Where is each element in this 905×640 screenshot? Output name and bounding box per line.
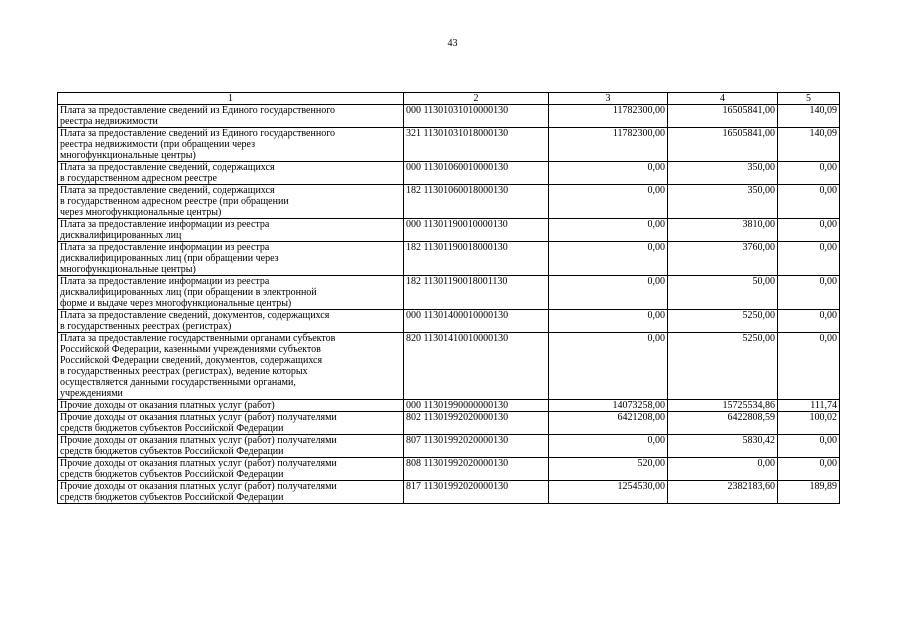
column-header-4: 4	[668, 93, 778, 105]
table-row	[58, 162, 840, 185]
column-4-value-cell: 16505841,00	[668, 105, 778, 128]
column-3-value-cell: 0,00	[549, 219, 668, 242]
column-header-1: 1	[58, 93, 404, 105]
budget-code-cell: 000 11301190010000130	[404, 219, 549, 242]
table-row	[58, 242, 840, 276]
column-4-value-cell: 5250,00	[668, 333, 778, 400]
revenue-table	[57, 92, 840, 504]
revenue-name-cell: Плата за предоставление информации из реестра дисквалифицированных лиц (при обращении через многофункциональные центры)	[58, 242, 404, 276]
table-row	[58, 333, 840, 400]
budget-code-cell: 807 11301992020000130	[404, 435, 549, 458]
percent-cell: 0,00	[778, 219, 840, 242]
column-4-value-cell: 50,00	[668, 276, 778, 310]
budget-code-cell: 000 11301400010000130	[404, 310, 549, 333]
column-4-value-cell: 5830,42	[668, 435, 778, 458]
column-4-value-cell: 3810,00	[668, 219, 778, 242]
column-header-2: 2	[404, 93, 549, 105]
budget-code-cell: 000 11301060010000130	[404, 162, 549, 185]
percent-cell: 140,09	[778, 105, 840, 128]
column-3-value-cell: 0,00	[549, 162, 668, 185]
percent-cell: 111,74	[778, 400, 840, 412]
budget-code-cell: 182 11301190018001130	[404, 276, 549, 310]
table-row	[58, 435, 840, 458]
table-row	[58, 105, 840, 128]
column-4-value-cell: 0,00	[668, 458, 778, 481]
column-3-value-cell: 11782300,00	[549, 128, 668, 162]
column-4-value-cell: 5250,00	[668, 310, 778, 333]
table-row	[58, 128, 840, 162]
table-header-row	[58, 93, 840, 105]
column-3-value-cell: 520,00	[549, 458, 668, 481]
column-4-value-cell: 16505841,00	[668, 128, 778, 162]
column-3-value-cell: 0,00	[549, 435, 668, 458]
percent-cell: 0,00	[778, 276, 840, 310]
column-3-value-cell: 0,00	[549, 185, 668, 219]
revenue-name-cell: Плата за предоставление сведений, документов, содержащихся в государственных реестрах (регистрах)	[58, 310, 404, 333]
percent-cell: 0,00	[778, 162, 840, 185]
revenue-name-cell: Плата за предоставление информации из реестра дисквалифицированных лиц (при обращении в электронной форме и выдаче через многофункциональные центры)	[58, 276, 404, 310]
percent-cell: 100,02	[778, 412, 840, 435]
column-4-value-cell: 350,00	[668, 162, 778, 185]
column-header-5: 5	[778, 93, 840, 105]
percent-cell: 0,00	[778, 310, 840, 333]
column-3-value-cell: 0,00	[549, 242, 668, 276]
revenue-name-cell: Прочие доходы от оказания платных услуг (работ) получателями средств бюджетов субъектов Российской Федерации	[58, 458, 404, 481]
percent-cell: 0,00	[778, 435, 840, 458]
revenue-name-cell: Плата за предоставление сведений из Единого государственного реестра недвижимости	[58, 105, 404, 128]
revenue-name-cell: Плата за предоставление сведений, содержащихся в государственном адресном реестре	[58, 162, 404, 185]
budget-code-cell: 182 11301060018000130	[404, 185, 549, 219]
table-row	[58, 412, 840, 435]
table-row	[58, 458, 840, 481]
budget-code-cell: 000 11301990000000130	[404, 400, 549, 412]
percent-cell: 0,00	[778, 333, 840, 400]
budget-code-cell: 808 11301992020000130	[404, 458, 549, 481]
column-4-value-cell: 2382183,60	[668, 481, 778, 504]
column-3-value-cell: 6421208,00	[549, 412, 668, 435]
budget-code-cell: 802 11301992020000130	[404, 412, 549, 435]
revenue-name-cell: Прочие доходы от оказания платных услуг (работ) получателями средств бюджетов субъектов Российской Федерации	[58, 481, 404, 504]
column-3-value-cell: 11782300,00	[549, 105, 668, 128]
column-3-value-cell: 0,00	[549, 276, 668, 310]
column-4-value-cell: 3760,00	[668, 242, 778, 276]
column-4-value-cell: 6422808,59	[668, 412, 778, 435]
revenue-name-cell: Плата за предоставление сведений, содержащихся в государственном адресном реестре (при обращении через многофункциональные центры)	[58, 185, 404, 219]
budget-code-cell: 820 11301410010000130	[404, 333, 549, 400]
revenue-name-cell: Прочие доходы от оказания платных услуг (работ) получателями средств бюджетов субъектов Российской Федерации	[58, 412, 404, 435]
table-row	[58, 276, 840, 310]
revenue-name-cell: Плата за предоставление государственными органами субъектов Российской Федерации, казенными учреждениями субъектов Российской Федерации сведений, документов, содержащихся в государственных реестрах (регистрах), ведение которых осуществляется данными государственными органами, учреждениями	[58, 333, 404, 400]
table-row	[58, 219, 840, 242]
column-3-value-cell: 1254530,00	[549, 481, 668, 504]
percent-cell: 0,00	[778, 458, 840, 481]
column-4-value-cell: 350,00	[668, 185, 778, 219]
column-3-value-cell: 0,00	[549, 333, 668, 400]
percent-cell: 0,00	[778, 185, 840, 219]
table-row	[58, 481, 840, 504]
percent-cell: 140,09	[778, 128, 840, 162]
column-header-3: 3	[549, 93, 668, 105]
percent-cell: 189,89	[778, 481, 840, 504]
budget-code-cell: 000 11301031010000130	[404, 105, 549, 128]
table-row	[58, 400, 840, 412]
table-row	[58, 185, 840, 219]
percent-cell: 0,00	[778, 242, 840, 276]
column-4-value-cell: 15725534,86	[668, 400, 778, 412]
revenue-name-cell: Прочие доходы от оказания платных услуг (работ) получателями средств бюджетов субъектов Российской Федерации	[58, 435, 404, 458]
column-3-value-cell: 14073258,00	[549, 400, 668, 412]
table-body	[58, 105, 840, 504]
revenue-name-cell: Плата за предоставление информации из реестра дисквалифицированных лиц	[58, 219, 404, 242]
revenue-name-cell: Прочие доходы от оказания платных услуг (работ)	[58, 400, 404, 412]
revenue-name-cell: Плата за предоставление сведений из Единого государственного реестра недвижимости (при обращении через многофункциональные центры)	[58, 128, 404, 162]
budget-code-cell: 817 11301992020000130	[404, 481, 549, 504]
budget-code-cell: 182 11301190018000130	[404, 242, 549, 276]
page-number: 43	[447, 38, 458, 49]
column-3-value-cell: 0,00	[549, 310, 668, 333]
table-row	[58, 310, 840, 333]
budget-code-cell: 321 11301031018000130	[404, 128, 549, 162]
